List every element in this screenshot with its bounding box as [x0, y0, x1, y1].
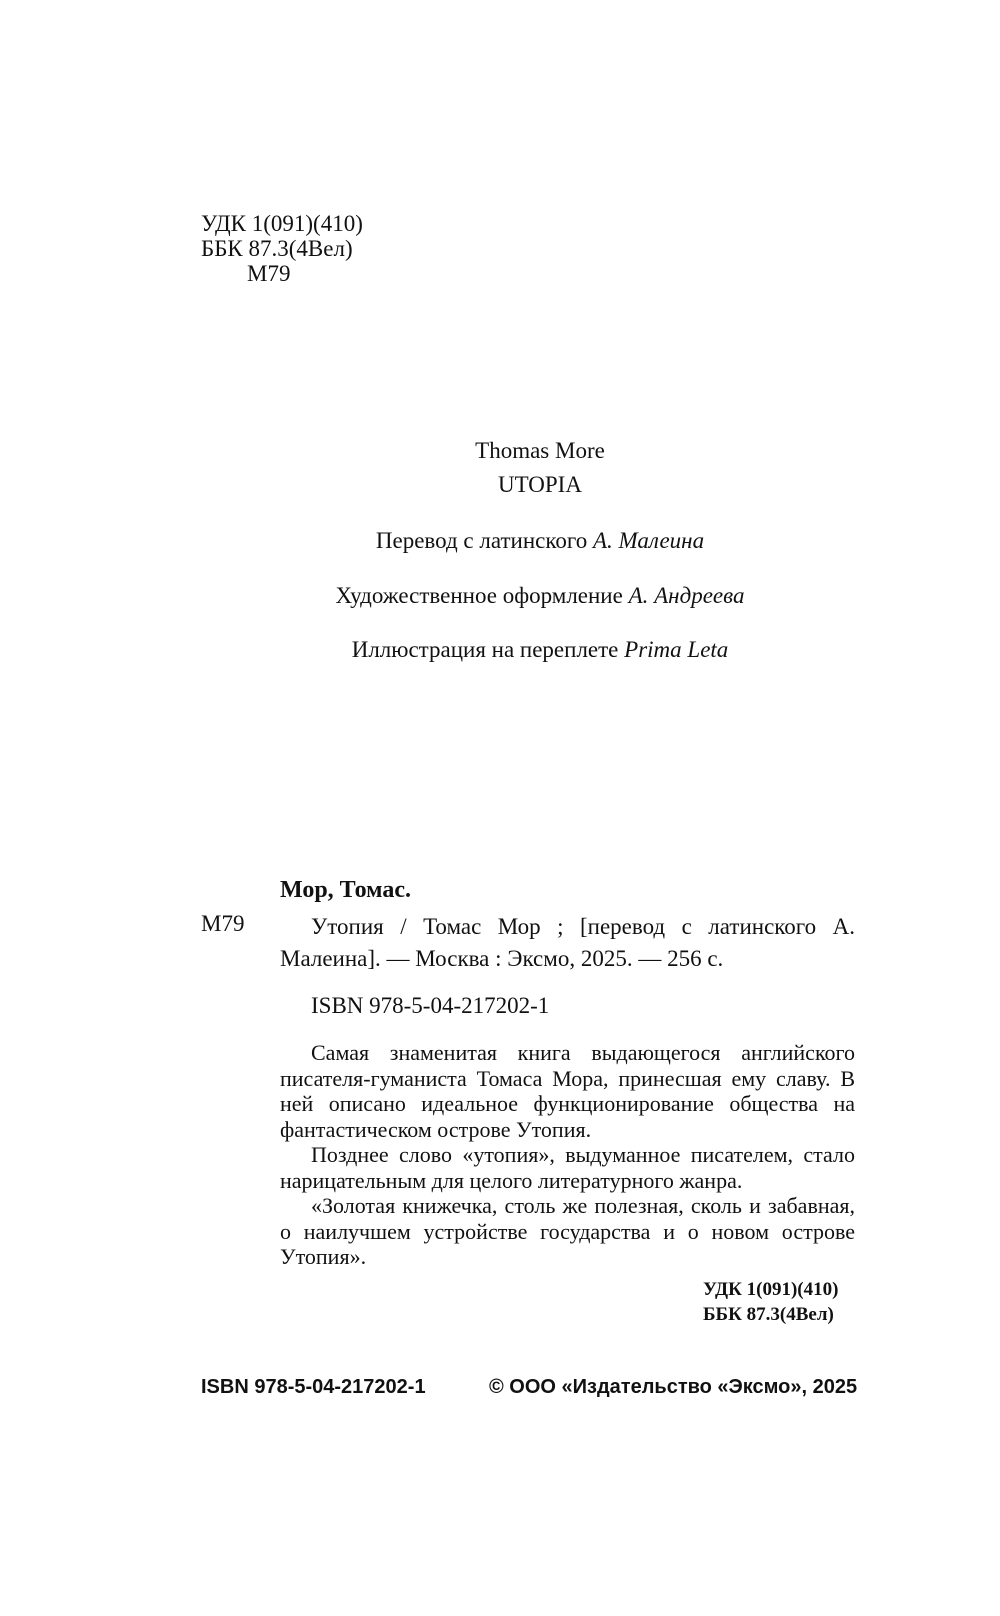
bbk-code-bold: ББК 87.3(4Вел): [703, 1304, 834, 1325]
annotation: [280, 1040, 855, 1270]
translator-name: А. Малеина: [592, 528, 705, 553]
udk-code: УДК 1(091)(410): [201, 211, 363, 236]
classification-codes: [703, 1277, 838, 1327]
annotation-paragraph: Позднее слово «утопия», выдуманное писателем, стало нарицательным для целого литературного жанра.: [280, 1142, 855, 1193]
designer-name: А. Андреева: [628, 583, 745, 608]
design-prefix: Художественное оформление: [335, 583, 629, 608]
illustration-credit: [0, 637, 1000, 663]
design-credit: [0, 583, 1000, 609]
bibliographic-text: Утопия / Томас Мор ; [перевод с латинского А. Малеина]. — Москва : Эксмо, 2025. — 256 с.: [280, 914, 855, 971]
copyright-notice: © ООО «Издательство «Эксмо», 2025: [489, 1376, 858, 1398]
illustration-prefix: Иллюстрация на переплете: [351, 637, 625, 662]
footer-isbn: ISBN 978-5-04-217202-1: [201, 1376, 426, 1398]
translation-credit: [0, 528, 1000, 554]
udk-code-bold: УДК 1(091)(410): [703, 1279, 839, 1300]
catalog-code: М79: [201, 911, 245, 936]
catalog-author-heading: Мор, Томас.: [280, 877, 411, 903]
bbk-code: ББК 87.3(4Вел): [201, 236, 353, 261]
bibliographic-description: [280, 911, 855, 975]
annotation-paragraph: Самая знаменитая книга выдающегося английского писателя-гуманиста Томаса Мора, принесшая ему славу. В ней описано идеальное функционирование общества на фантастическом острове Утопия.: [280, 1040, 855, 1142]
catalog-isbn: ISBN 978-5-04-217202-1: [311, 993, 550, 1018]
translation-prefix: Перевод с латинского: [375, 528, 593, 553]
illustrator-name: Prima Leta: [624, 637, 729, 662]
original-title: UTOPIA: [498, 472, 582, 497]
author-mark: М79: [247, 261, 291, 286]
library-codes: [201, 211, 363, 286]
annotation-paragraph: «Золотая книжечка, столь же полезная, сколь и забавная, о наилучшем устройстве государства и о новом острове Утопия».: [280, 1193, 855, 1269]
original-author: Thomas More: [475, 438, 605, 463]
